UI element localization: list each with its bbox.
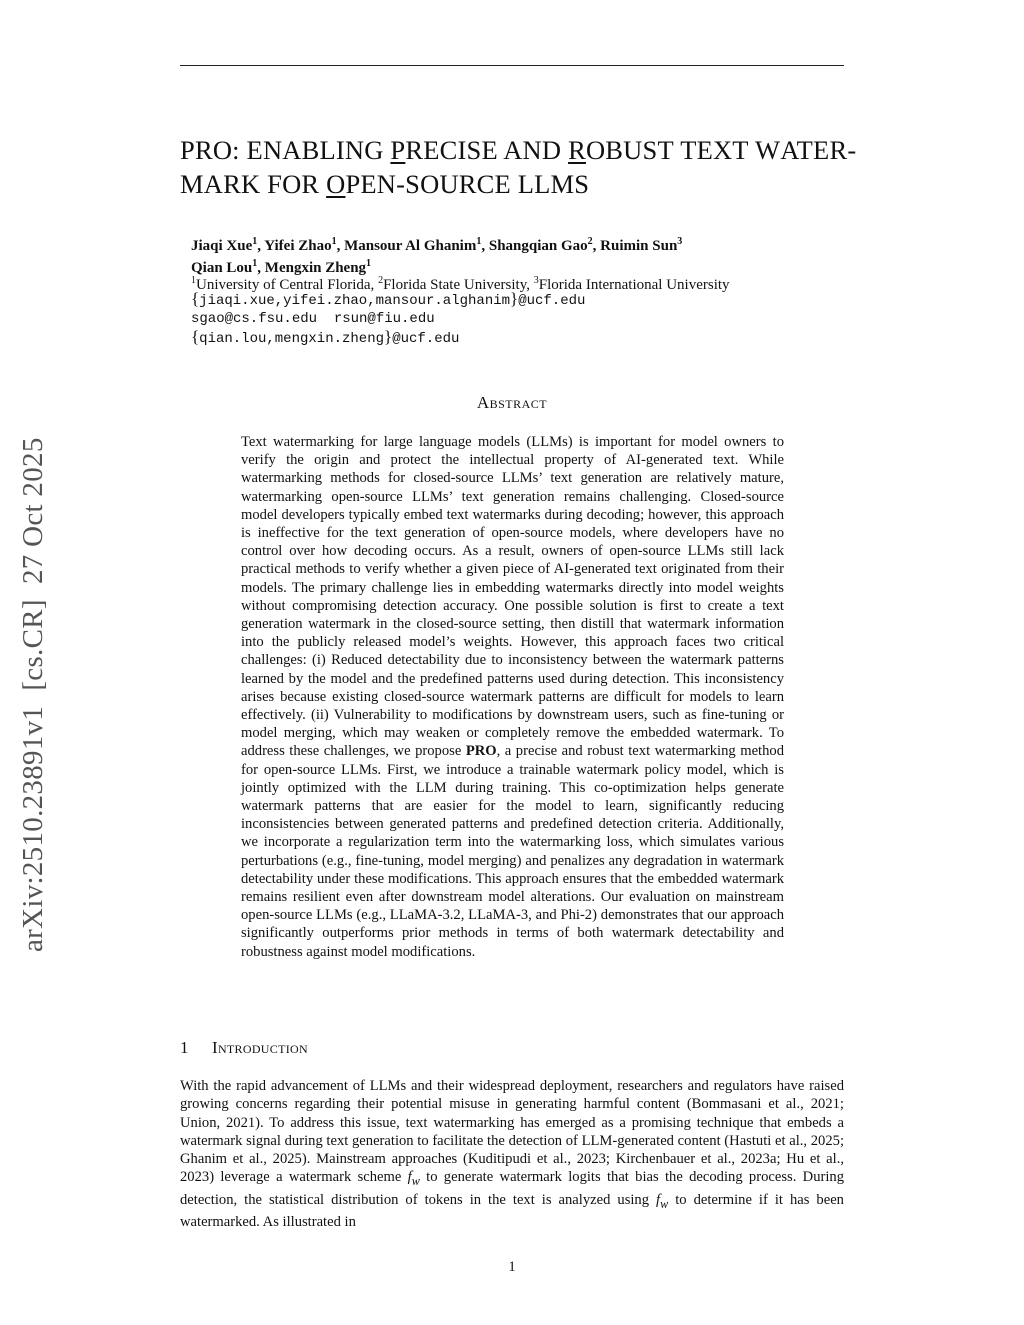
paper-title: PRO: ENABLING PRECISE AND ROBUST TEXT WATER- MARK FOR OPEN-SOURCE LLMS <box>180 135 857 199</box>
email-line-1: {jiaqi.xue,yifei.zhao,mansour.alghanim}@ucf.edu <box>191 289 586 309</box>
affiliations: $^1$University of Central Florida, $^2$Florida State University, $^3$Florida International University <box>191 275 730 293</box>
section-heading-introduction: 1 Introduction <box>180 1038 308 1057</box>
method-name: PRO <box>465 743 497 760</box>
email-line-2: sgao@cs.fsu.edu rsun@fiu.edu <box>191 311 435 327</box>
page-number: 1 <box>508 1259 516 1275</box>
arxiv-identifier: arXiv:2510.23891v1 [cs.CR] 27 Oct 2025 <box>17 437 49 952</box>
author-emails <box>191 290 585 348</box>
author-list: Jiaqi Xue$^1$, Yifei Zhao$^1$, Mansour Al Ghanim$^1$, Shangqian Gao$^2$, Ruimin Sun$^3$ Qian Lou$^1$, Mengxin Zheng$^1$ <box>191 236 683 276</box>
header-rule <box>180 65 844 66</box>
abstract-body: Text watermarking for large language models (LLMs) is important for model owners to verify the origin and protect the intellectual property of AI-generated text. While watermarking methods for closed-source LLMs’ text generation are relatively mature, watermarking open-source LLMs’ text generation remains challenging. Closed-source model developers typically embed text watermarks during decoding; however, this approach is ineffective for the text generation of open-source models, where developers have no control over how decoding occurs. As a result, owners of open-source LLMs still lack practical methods to verify whether a given piece of AI-generated text originated from their models. The primary challenge lies in embedding watermarks directly into model weights without compromising detection accuracy. One possible solution is first to create a text generation watermark in the closed-source setting, then distill that watermark information into the publicly released model’s weights. However, this approach faces two critical challenges: (i) Reduced detectability due to inconsistency between the watermark patterns learned by the model and the predefined patterns used during detection. This inconsistency arises because existing closed-source watermark patterns are difficult for models to learn effectively. (ii) Vulnerability to modifications by downstream users, such as fine-tuning or model merging, which may weaken or completely remove the embedded watermark. To address these challenges, we propose PRO, a precise and robust text watermarking method for open-source LLMs. First, we introduce a trainable watermark policy model, which is jointly optimized with the LLM during training. This co-optimization helps generate watermark patterns that are easier for the model to learn, significantly reducing inconsistencies between generated patterns and predefined detection criteria. Additionally, we incorporate a regularization term into the watermarking loss, which simulates various perturbations (e.g., fine-tuning, model merging) and penalizes any degradation in watermark detectability under these modifications. This approach ensures that the embedded watermark remains resilient even after downstream model alterations. Our evaluation on mainstream open-source LLMs (e.g., LLaMA-3.2, LLaMA-3, and Phi-2) demonstrates that our approach significantly outperforms prior methods in terms of both watermark detectability and robustness against model modifications. <box>241 434 784 960</box>
introduction-paragraph: With the rapid advancement of LLMs and their widespread deployment, researchers and regulators have raised growing concerns regarding their potential misuse in generating harmful content (Bommasani et al., 2021; Union, 2021). To address this issue, text watermarking has emerged as a promising technique that embeds a watermark signal during text generation to facilitate the detection of LLM-generated content (Hastuti et al., 2025; Ghanim et al., 2025). Mainstream approaches (Kuditipudi et al., 2023; Kirchenbauer et al., 2023a; Hu et al., 2023) leverage a watermark scheme $f_w$ to generate watermark logits that bias the decoding process. During detection, the statistical distribution of tokens in the text is analyzed using $f_w$ to determine if it has been watermarked. As illustrated in <box>180 1078 845 1230</box>
abstract-heading: Abstract <box>476 393 548 412</box>
email-line-3: {qian.lou,mengxin.zheng}@ucf.edu <box>191 327 460 347</box>
